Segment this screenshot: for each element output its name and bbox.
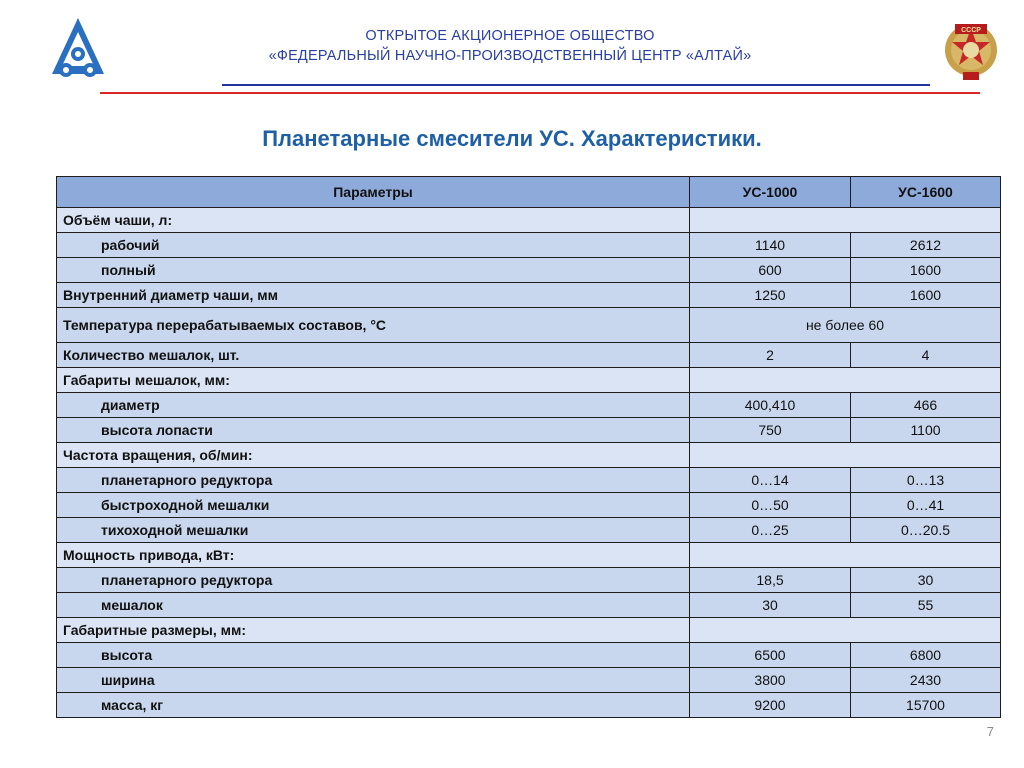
order-emblem: [943, 20, 999, 82]
value-us1000: 6500: [690, 643, 851, 668]
param-label: планетарного редуктора: [57, 468, 690, 493]
param-label: Объём чаши, л:: [57, 208, 690, 233]
value-us1600: 55: [851, 593, 1001, 618]
section-blank: [690, 208, 1001, 233]
param-label: тихоходной мешалки: [57, 518, 690, 543]
section-blank: [690, 368, 1001, 393]
param-label: Внутренний диаметр чаши, мм: [57, 283, 690, 308]
table-row: [57, 693, 1001, 718]
param-label: Мощность привода, кВт:: [57, 543, 690, 568]
value-us1000: 0…14: [690, 468, 851, 493]
value-us1600: 4: [851, 343, 1001, 368]
specs-table: [56, 176, 1001, 718]
value-us1000: 0…50: [690, 493, 851, 518]
header-divider-red: [100, 92, 980, 94]
param-label: масса, кг: [57, 693, 690, 718]
section-blank: [690, 618, 1001, 643]
table-row: [57, 618, 1001, 643]
param-label: полный: [57, 258, 690, 283]
column-header-us1000: УС-1000: [690, 177, 851, 208]
table-row: [57, 283, 1001, 308]
table-row: [57, 518, 1001, 543]
page-title: Планетарные смесители УС. Характеристики.: [262, 126, 762, 151]
param-label: планетарного редуктора: [57, 568, 690, 593]
table-row: [57, 668, 1001, 693]
table-row: [57, 343, 1001, 368]
value-us1600: 30: [851, 568, 1001, 593]
column-header-us1600: УС-1600: [851, 177, 1001, 208]
value-us1000: 9200: [690, 693, 851, 718]
table-row: [57, 258, 1001, 283]
param-label: Габариты мешалок, мм:: [57, 368, 690, 393]
value-us1600: 466: [851, 393, 1001, 418]
table-header-row: [57, 177, 1001, 208]
table-row: [57, 443, 1001, 468]
value-us1000: 0…25: [690, 518, 851, 543]
param-label: Количество мешалок, шт.: [57, 343, 690, 368]
param-label: мешалок: [57, 593, 690, 618]
value-us1000: 400,410: [690, 393, 851, 418]
section-blank: [690, 543, 1001, 568]
param-label: быстроходной мешалки: [57, 493, 690, 518]
value-us1600: 2430: [851, 668, 1001, 693]
param-label: высота: [57, 643, 690, 668]
table-row: [57, 208, 1001, 233]
value-us1600: 1600: [851, 258, 1001, 283]
table-row: [57, 568, 1001, 593]
section-blank: [690, 443, 1001, 468]
value-us1000: 3800: [690, 668, 851, 693]
param-label: ширина: [57, 668, 690, 693]
table-row: [57, 593, 1001, 618]
value-us1600: 0…13: [851, 468, 1001, 493]
value-us1000: 30: [690, 593, 851, 618]
table-row: [57, 643, 1001, 668]
param-label: Габаритные размеры, мм:: [57, 618, 690, 643]
value-us1600: 1600: [851, 283, 1001, 308]
table-row: [57, 493, 1001, 518]
param-label: Температура перерабатываемых составов, °С: [57, 308, 690, 343]
value-us1000: 1140: [690, 233, 851, 258]
param-label: высота лопасти: [57, 418, 690, 443]
value-merged: не более 60: [690, 308, 1001, 343]
param-label: рабочий: [57, 233, 690, 258]
value-us1600: 0…20.5: [851, 518, 1001, 543]
page-number: 7: [986, 724, 994, 739]
header-divider-blue: [222, 84, 930, 86]
value-us1600: 1100: [851, 418, 1001, 443]
value-us1000: 750: [690, 418, 851, 443]
column-header-params: Параметры: [57, 177, 690, 208]
value-us1600: 2612: [851, 233, 1001, 258]
param-label: диаметр: [57, 393, 690, 418]
value-us1000: 1250: [690, 283, 851, 308]
value-us1000: 600: [690, 258, 851, 283]
company-logo: [50, 16, 106, 80]
table-row: [57, 543, 1001, 568]
company-header: [180, 26, 840, 66]
table-row: [57, 418, 1001, 443]
value-us1000: 2: [690, 343, 851, 368]
table-row: [57, 468, 1001, 493]
emblem-text: СССР: [961, 27, 981, 34]
value-us1000: 18,5: [690, 568, 851, 593]
value-us1600: 6800: [851, 643, 1001, 668]
table-row: [57, 233, 1001, 258]
table-row: [57, 393, 1001, 418]
table-row: [57, 368, 1001, 393]
medal-icon: [943, 20, 999, 82]
header-line-2: «ФЕДЕРАЛЬНЫЙ НАУЧНО-ПРОИЗВОДСТВЕННЫЙ ЦЕНТР «АЛТАЙ»: [268, 48, 752, 64]
table-row: [57, 308, 1001, 343]
param-label: Частота вращения, об/мин:: [57, 443, 690, 468]
logo-triangle-icon: [50, 16, 106, 80]
header-line-1: ОТКРЫТОЕ АКЦИОНЕРНОЕ ОБЩЕСТВО: [365, 28, 655, 44]
value-us1600: 0…41: [851, 493, 1001, 518]
value-us1600: 15700: [851, 693, 1001, 718]
